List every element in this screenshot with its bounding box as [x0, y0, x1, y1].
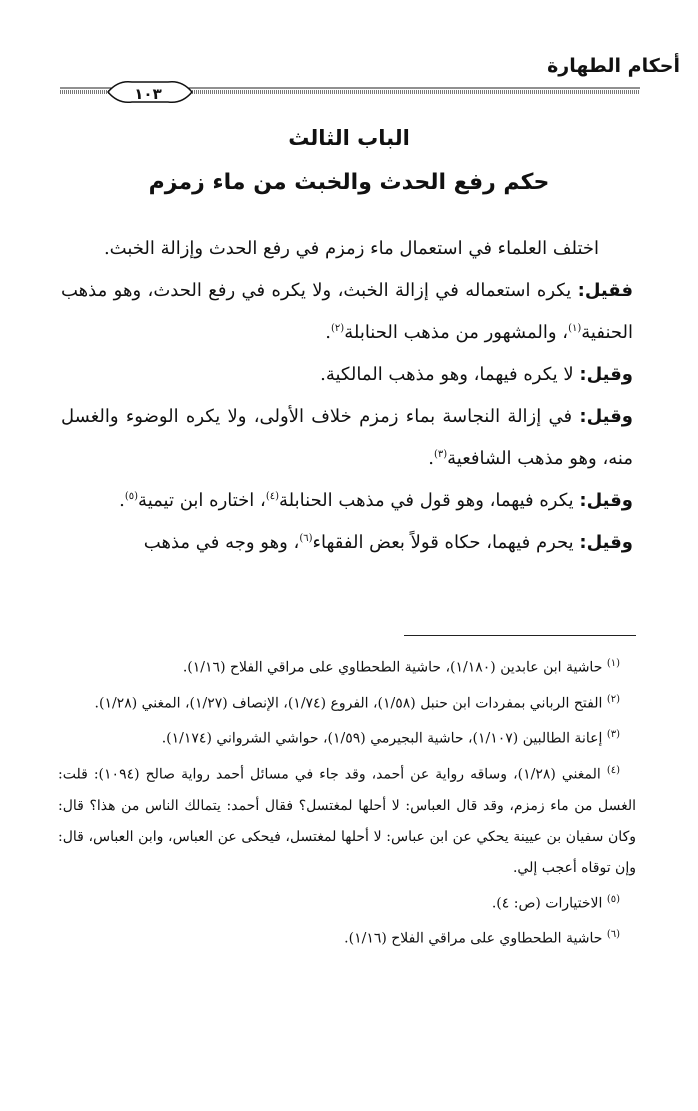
footnote-text: المغني (١/٢٨)، وساقه رواية عن أحمد، وقد جاء في مسائل أحمد رواية صالح (١٠٩٤): قلت: الغسل من ماء زمزم، وقد قال العباس: لا أحلها لمغتسل؟ فقال أحمد: يتمالك الناس من هذا؟ قال: وكان سفيان بن عيينة يحكي عن ابن عباس: لا أحلها لمغتسل، فيحكى عن العباس، وابن العباس، قال: وإن توقاه أعجب إلي.	[58, 766, 636, 876]
footnote	[58, 648, 636, 684]
opinion-paragraph	[61, 354, 633, 396]
opinion-paragraph	[61, 480, 633, 522]
opinion-label: وقيل:	[579, 364, 633, 385]
footnote-number: (٦)	[606, 929, 620, 941]
footnote-separator	[404, 635, 636, 636]
footnote	[58, 684, 636, 720]
footnote	[58, 919, 636, 955]
footnotes	[58, 648, 636, 955]
footnote-number: (٤)	[606, 764, 621, 776]
opinion-text: يحرم فيهما، حكاه قولاً بعض الفقهاء	[312, 532, 580, 553]
opinion-label: فقيل:	[577, 280, 633, 301]
footnote-text: الفتح الرباني بمفردات ابن حنبل (١/٥٨)، الفروع (١/٧٤)، الإنصاف (١/٢٧)، المغني (١/٢٨).	[94, 695, 603, 712]
opinion-paragraph	[61, 270, 633, 354]
footnote-number: (٣)	[606, 729, 620, 741]
footnote-number: (٥)	[606, 893, 620, 905]
opinion-text: ، وهو وجه في مذهب	[143, 532, 300, 553]
running-header-title: أحكام الطهارة	[547, 55, 680, 77]
opinion-text: يكره فيهما، وهو قول في مذهب الحنابلة	[279, 490, 580, 511]
chapter-subtitle: حكم رفع الحدث والخبث من ماء زمزم	[148, 170, 550, 195]
footnote	[58, 719, 636, 755]
opinion-text: لا يكره فيهما، وهو مذهب المالكية.	[320, 364, 580, 385]
footnote-number: (١)	[606, 658, 620, 669]
footnote-ref: (٣)	[433, 449, 448, 460]
footnote-ref: (٥)	[124, 491, 139, 502]
opinion-text: ، اختاره ابن تيمية	[138, 490, 266, 511]
main-text	[61, 228, 633, 564]
opinion-text: .	[428, 448, 434, 469]
opinion-text: ، والمشهور من مذهب الحنابلة	[344, 322, 569, 343]
opinion-label: وقيل:	[579, 406, 633, 427]
footnote-ref: (٤)	[265, 491, 280, 502]
footnote-number: (٢)	[606, 693, 620, 705]
opinion-label: وقيل:	[579, 490, 633, 511]
intro-paragraph: اختلف العلماء في استعمال ماء زمزم في رفع الحدث وإزالة الخبث.	[103, 238, 599, 259]
opinion-text: في إزالة النجاسة بماء زمزم خلاف الأولى، ولا يكره الوضوء والغسل منه، وهو مذهب الشافعية	[61, 406, 633, 469]
footnote-ref: (٢)	[331, 323, 345, 334]
page-number: ١٠٣	[134, 85, 162, 103]
opinion-text: يكره استعماله في إزالة الخبث، ولا يكره في رفع الحدث، وهو مذهب الحنفية	[61, 280, 633, 343]
footnote-text: الاختيارات (ص: ٤).	[491, 895, 603, 912]
footnote-text: إعانة الطالبين (١/١٠٧)، حاشية البجيرمي (١/٥٩)، حواشي الشرواني (١/١٧٤).	[161, 730, 603, 747]
opinion-text: .	[119, 490, 125, 511]
footnote-ref: (١)	[568, 323, 582, 334]
footnote-text: حاشية الطحطاوي على مراقي الفلاح (١/١٦).	[344, 930, 603, 947]
chapter-title: الباب الثالث	[288, 126, 410, 150]
footnote-text: حاشية ابن عابدين (١/١٨٠)، حاشية الطحطاوي على مراقي الفلاح (١/١٦).	[182, 659, 603, 676]
opinion-paragraph	[61, 396, 633, 480]
opinion-label: وقيل:	[579, 532, 633, 553]
footnote	[58, 755, 636, 884]
footnote	[58, 884, 636, 920]
footnote-ref: (٦)	[299, 533, 313, 544]
opinion-paragraph	[61, 522, 633, 564]
opinion-text: .	[325, 322, 332, 343]
